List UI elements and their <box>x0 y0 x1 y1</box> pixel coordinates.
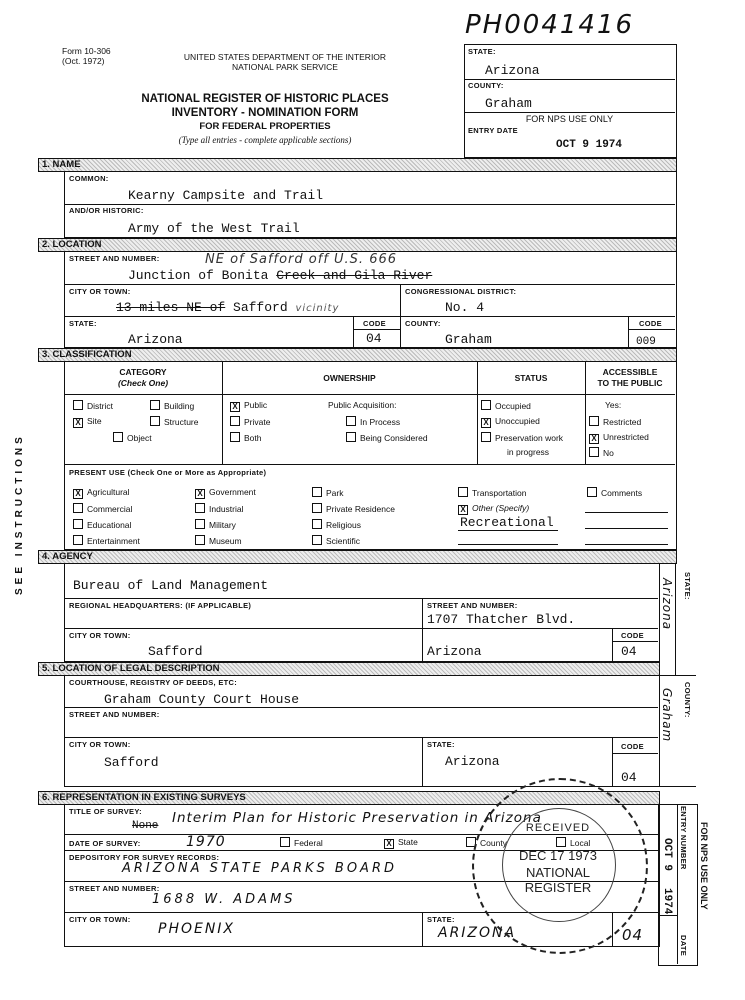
use-park[interactable]: Park <box>312 487 343 498</box>
survey-city-label: CITY OR TOWN: <box>69 915 131 924</box>
state-label: STATE: <box>69 319 97 328</box>
present-use-label: PRESENT USE (Check One or More as Appropriate) <box>69 468 267 477</box>
agency-code-label: CODE <box>621 631 644 640</box>
category-head <box>64 367 222 389</box>
use-commercial[interactable]: Commercial <box>73 503 132 514</box>
opt-unoccupied[interactable]: X Unoccupied <box>481 416 540 428</box>
section-3-bar <box>38 348 677 362</box>
stamp-text <box>495 822 621 895</box>
access-yes: Yes: <box>605 400 622 410</box>
section-2-title: 2. LOCATION <box>42 239 102 250</box>
entry-date: OCT 9 1974 <box>556 139 623 151</box>
agency-state: Arizona <box>427 644 482 659</box>
historic-name: Army of the West Trail <box>128 221 300 236</box>
category-head-2: (Check One) <box>117 378 169 388</box>
city: Safford <box>233 300 288 315</box>
opt-public[interactable]: X Public <box>230 400 267 412</box>
nps-state: Arizona <box>485 63 540 78</box>
form-number: Form 10-306 <box>62 46 111 56</box>
opt-preservation-work[interactable]: Preservation work <box>481 432 563 443</box>
legal-city-label: CITY OR TOWN: <box>69 740 131 749</box>
margin-nps-label: FOR NPS USE ONLY <box>699 822 709 910</box>
access-head-1: ACCESSIBLE <box>602 367 658 377</box>
opt-district[interactable]: District <box>73 400 113 411</box>
form-date: (Oct. 1972) <box>62 56 105 66</box>
margin-nps-box <box>658 804 698 966</box>
access-head <box>585 367 675 389</box>
stamp-line-1: NATIONAL <box>525 865 591 880</box>
city-row <box>116 300 339 315</box>
courthouse: Graham County Court House <box>104 692 300 707</box>
opt-both[interactable]: Both <box>230 432 262 443</box>
county-label: COUNTY: <box>405 319 441 328</box>
opt-unrestricted[interactable]: X Unrestricted <box>589 432 649 444</box>
section-5-title: 5. LOCATION OF LEGAL DESCRIPTION <box>42 663 220 674</box>
county-code: 009 <box>636 336 656 348</box>
opt-building[interactable]: Building <box>150 400 194 411</box>
legal-code: 04 <box>621 770 637 785</box>
service: NATIONAL PARK SERVICE <box>232 62 338 72</box>
department: UNITED STATES DEPARTMENT OF THE INTERIOR <box>183 52 387 62</box>
use-museum[interactable]: Museum <box>195 535 242 546</box>
street-typed-b: Creek and Gila River <box>276 268 433 283</box>
street-typed <box>128 268 432 283</box>
form-id <box>62 46 111 66</box>
county-code-label: CODE <box>639 319 662 328</box>
courthouse-label: COURTHOUSE, REGISTRY OF DEEDS, ETC: <box>69 678 238 687</box>
margin-date-value: 1974 <box>661 888 673 915</box>
section-6-title: 6. REPRESENTATION IN EXISTING SURVEYS <box>42 792 246 803</box>
opt-structure[interactable]: Structure <box>150 416 199 427</box>
survey-street-label: STREET AND NUMBER: <box>69 884 160 893</box>
opt-being-considered[interactable]: Being Considered <box>346 432 428 443</box>
congress-label: CONGRESSIONAL DISTRICT: <box>405 287 517 296</box>
agency-street-label: STREET AND NUMBER: <box>427 601 518 610</box>
nps-county: Graham <box>485 96 532 111</box>
agency-name: Bureau of Land Management <box>73 578 269 593</box>
survey-state[interactable]: X State <box>384 837 418 849</box>
status-head: STATUS <box>514 373 548 383</box>
opt-site[interactable]: X Site <box>73 416 102 428</box>
use-religious[interactable]: Religious <box>312 519 361 530</box>
reference-number: PH0041416 <box>465 10 635 40</box>
margin-date-label: DATE <box>679 935 688 957</box>
public-acquisition: Public Acquisition: <box>328 400 397 410</box>
legal-street-label: STREET AND NUMBER: <box>69 710 160 719</box>
survey-state-label: STATE: <box>427 915 455 924</box>
legal-code-label: CODE <box>621 742 644 751</box>
state-code: 04 <box>366 331 382 346</box>
opt-in-process[interactable]: In Process <box>346 416 400 427</box>
title-line-2: INVENTORY - NOMINATION FORM <box>171 107 359 119</box>
street-typed-a: Junction of Bonita <box>128 268 277 283</box>
legal-state: Arizona <box>445 754 500 769</box>
survey-city: PHOENIX <box>158 921 236 937</box>
see-instructions: SEE INSTRUCTIONS <box>14 433 25 595</box>
survey-federal[interactable]: Federal <box>280 837 323 848</box>
stamp-date: DEC 17 1973 <box>518 848 598 863</box>
margin-entry-number-label: ENTRY NUMBER <box>679 806 688 870</box>
survey-state-value: ARIZONA <box>438 925 517 941</box>
survey-code: 04 <box>622 926 644 944</box>
agency-street: 1707 Thatcher Blvd. <box>427 612 576 627</box>
legal-state-label: STATE: <box>427 740 455 749</box>
agency-city: Safford <box>148 644 203 659</box>
use-other-value: Recreational <box>460 515 554 530</box>
entry-date-label: ENTRY DATE <box>468 126 518 135</box>
depository: ARIZONA STATE PARKS BOARD <box>122 861 397 876</box>
survey-local[interactable]: Local <box>556 837 590 848</box>
county: Graham <box>445 332 492 347</box>
state: Arizona <box>128 332 183 347</box>
opt-private[interactable]: Private <box>230 416 270 427</box>
margin-entry-number: OCT 9 <box>661 838 673 872</box>
city-label: CITY OR TOWN: <box>69 287 131 296</box>
form-title <box>100 92 430 147</box>
nps-state-label: STATE: <box>468 47 496 56</box>
section-4-bar <box>38 550 677 564</box>
nps-use-only: FOR NPS USE ONLY <box>525 114 614 124</box>
use-agricultural[interactable]: X Agricultural <box>73 487 130 499</box>
margin-county-label: COUNTY: <box>683 682 692 718</box>
section-2-bar <box>38 238 677 252</box>
margin-state: Arizona <box>660 578 674 631</box>
common-name: Kearny Campsite and Trail <box>128 188 324 203</box>
use-transportation[interactable]: Transportation <box>458 487 527 498</box>
street-label: STREET AND NUMBER: <box>69 254 160 263</box>
title-instructions: (Type all entries - complete applicable sections) <box>178 135 352 145</box>
in-progress: in progress <box>507 447 550 457</box>
state-code-label: CODE <box>363 319 386 328</box>
opt-restricted[interactable]: Restricted <box>589 416 641 427</box>
opt-occupied[interactable]: Occupied <box>481 400 531 411</box>
survey-title-struck: None <box>132 820 159 832</box>
congress-district: No. 4 <box>445 300 485 315</box>
agency-code: 04 <box>621 644 637 659</box>
use-comments[interactable]: Comments <box>587 487 642 498</box>
category-head-1: CATEGORY <box>119 367 167 377</box>
opt-object[interactable]: Object <box>113 432 152 443</box>
ownership-head: OWNERSHIP <box>323 373 376 383</box>
title-line-1: NATIONAL REGISTER OF HISTORIC PLACES <box>141 93 389 105</box>
use-scientific[interactable]: Scientific <box>312 535 360 546</box>
department-heading <box>150 52 420 72</box>
use-industrial[interactable]: Industrial <box>195 503 244 514</box>
survey-date: 1970 <box>186 834 226 850</box>
use-entertainment[interactable]: Entertainment <box>73 535 140 546</box>
depository-label: DEPOSITORY FOR SURVEY RECORDS: <box>69 853 220 862</box>
city-handwritten: vicinity <box>295 303 340 314</box>
historic-label: AND/OR HISTORIC: <box>69 206 144 215</box>
access-head-2: TO THE PUBLIC <box>597 378 663 388</box>
street-handwritten: NE of Safford off U.S. 666 <box>205 252 398 267</box>
survey-date-label: DATE OF SURVEY: <box>69 839 141 848</box>
use-other[interactable]: X Other (Specify) <box>458 503 529 515</box>
survey-title-handwritten: Interim Plan for Historic Preservation in Arizona <box>172 810 542 826</box>
use-educational[interactable]: Educational <box>73 519 131 530</box>
use-private-residence[interactable]: Private Residence <box>312 503 395 514</box>
section-5-bar <box>38 662 660 676</box>
survey-street: 1688 W. ADAMS <box>152 892 296 907</box>
legal-city: Safford <box>104 755 159 770</box>
agency-city-label: CITY OR TOWN: <box>69 631 131 640</box>
stamp-received: RECEIVED <box>525 822 591 834</box>
use-military[interactable]: Military <box>195 519 236 530</box>
margin-county: Graham <box>660 688 674 743</box>
section-3-title: 3. CLASSIFICATION <box>42 349 132 360</box>
common-label: COMMON: <box>69 174 109 183</box>
survey-title-label: TITLE OF SURVEY: <box>69 807 142 816</box>
use-government[interactable]: X Government <box>195 487 256 499</box>
city-struck: 13 miles NE of <box>116 300 226 315</box>
section-1-bar <box>38 158 677 172</box>
section-1-title: 1. NAME <box>42 159 81 170</box>
margin-state-label: STATE: <box>683 572 692 600</box>
section-4-title: 4. AGENCY <box>42 551 93 562</box>
survey-county[interactable]: County <box>466 837 507 848</box>
stamp-line-2: REGISTER <box>524 880 592 895</box>
title-line-3: FOR FEDERAL PROPERTIES <box>199 121 331 132</box>
opt-no[interactable]: No <box>589 447 614 458</box>
regional-hq-label: REGIONAL HEADQUARTERS: (IF APPLICABLE) <box>69 601 252 610</box>
nps-county-label: COUNTY: <box>468 81 504 90</box>
